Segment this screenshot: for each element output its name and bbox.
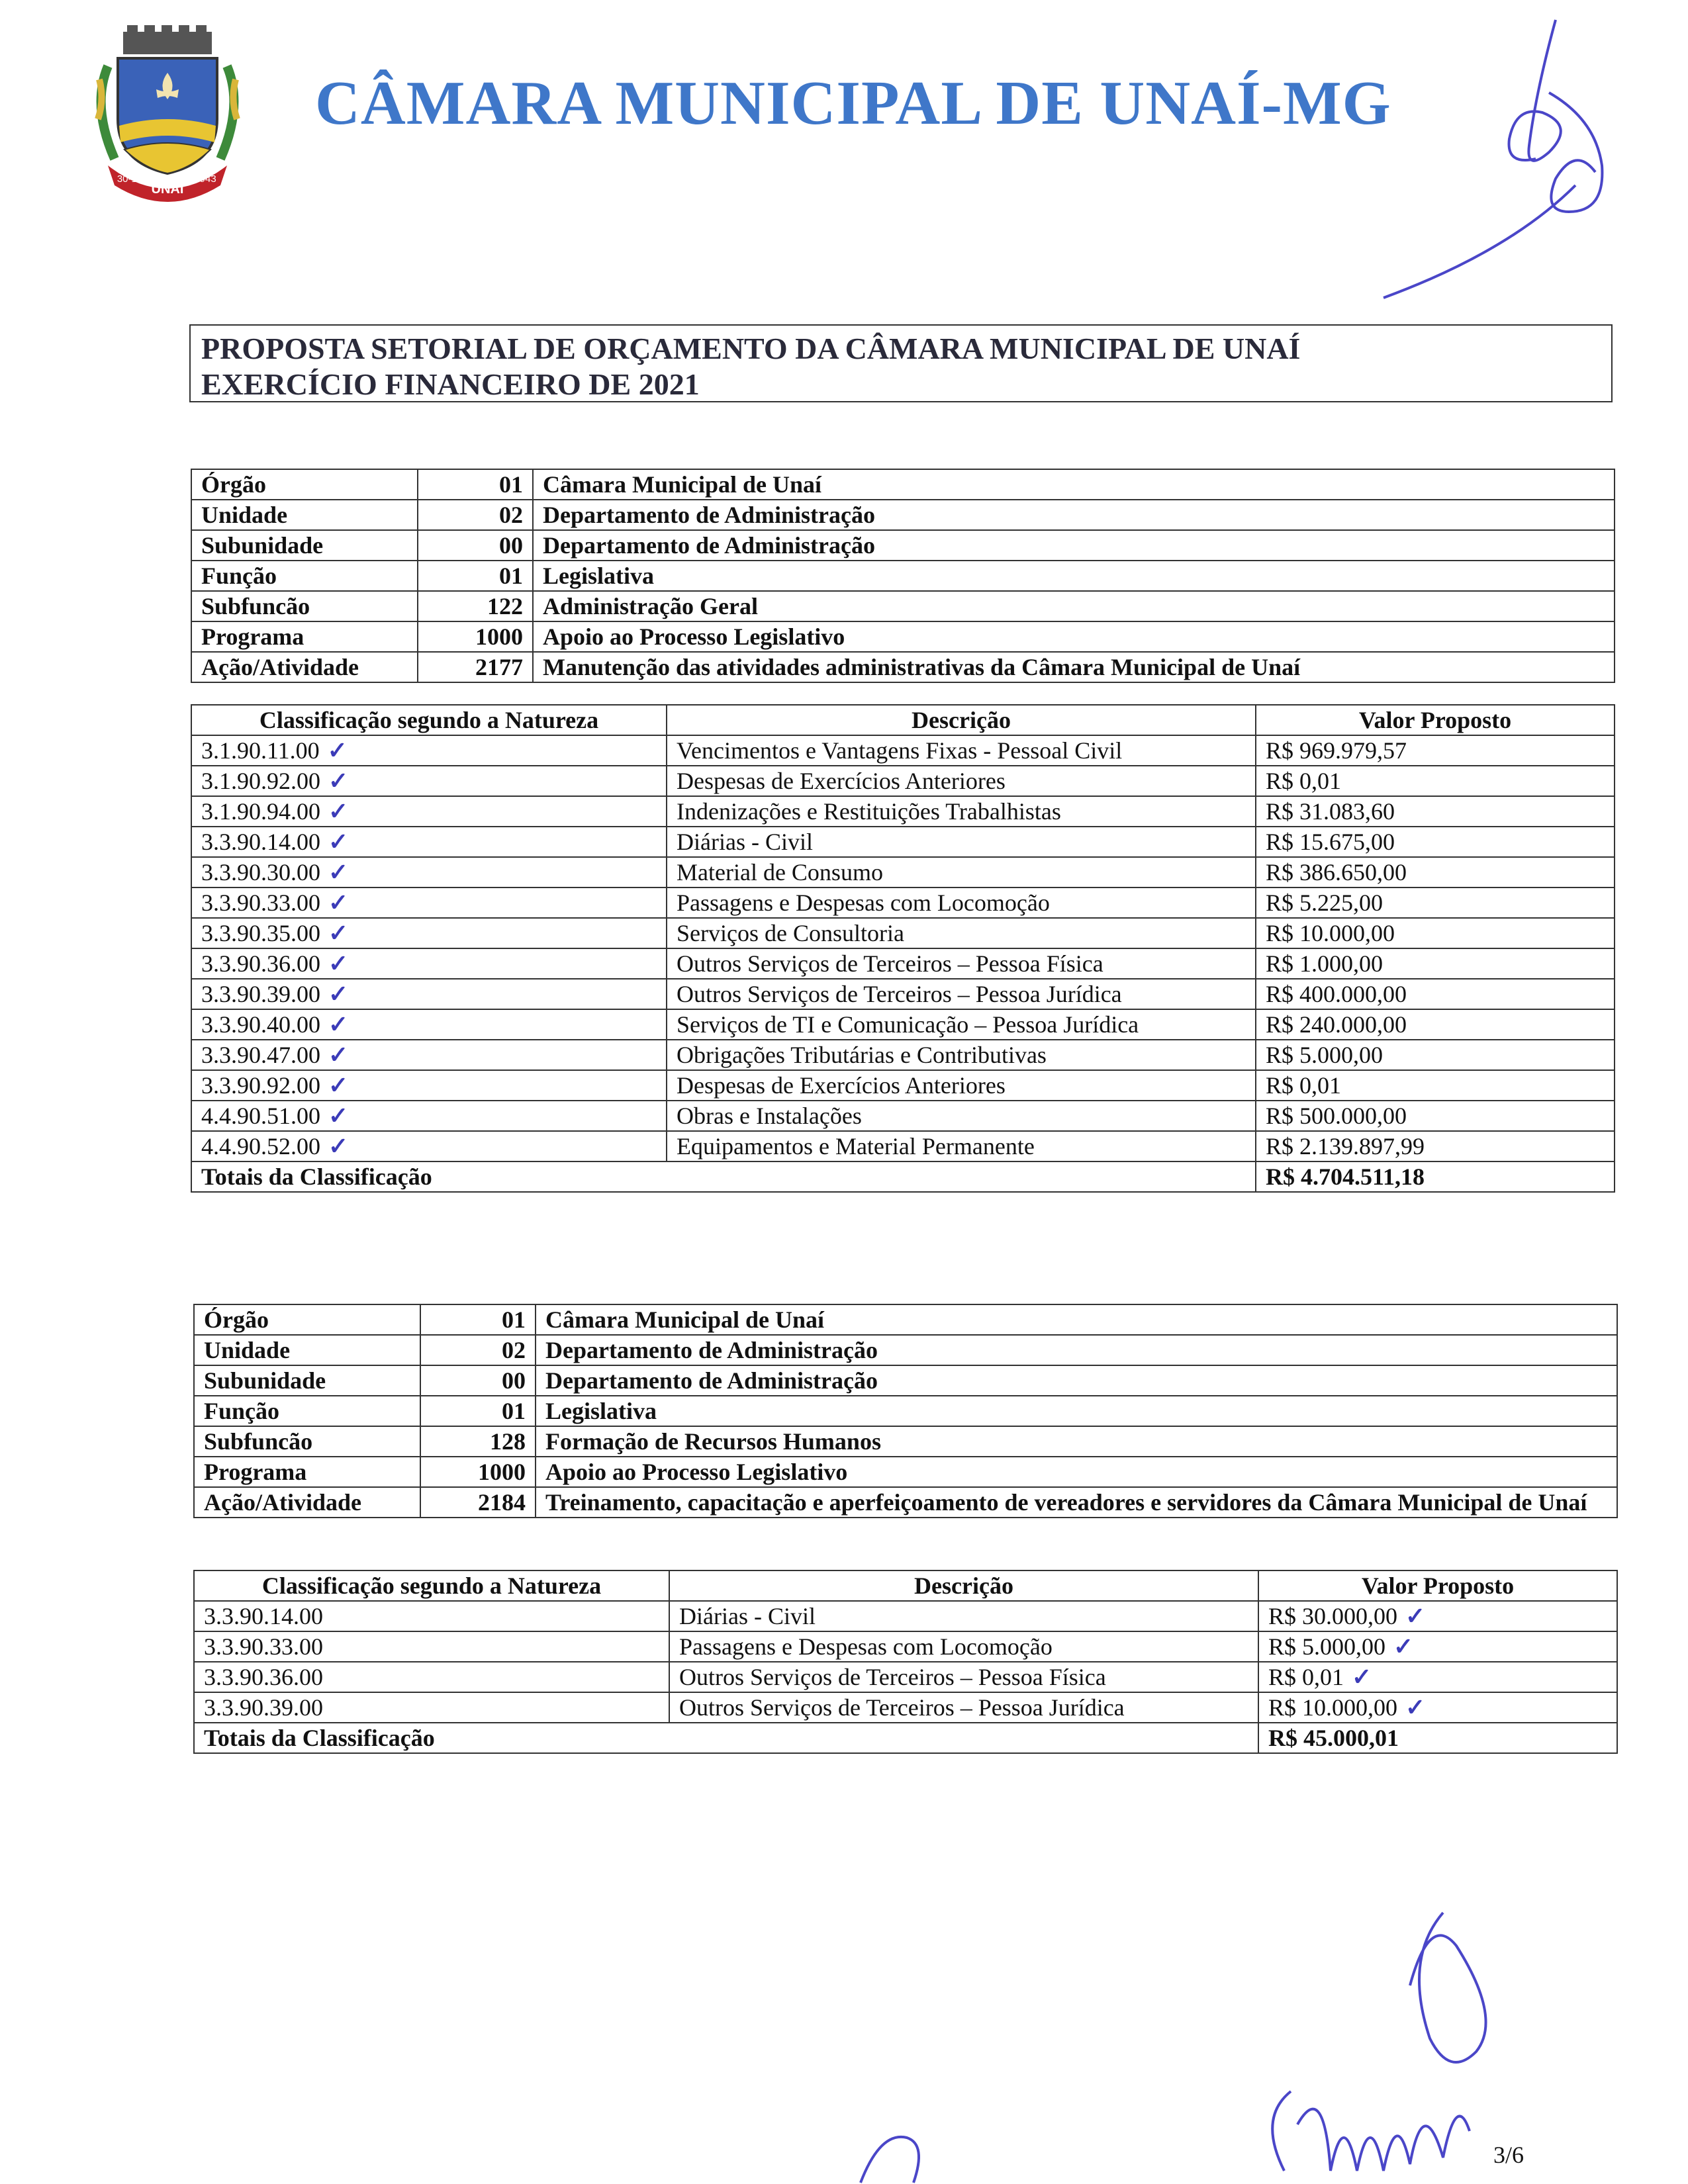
table-row: 4.4.90.51.00 ✓ Obras e Instalações R$ 500.000,00 — [191, 1101, 1615, 1131]
check-mark-icon: ✓ — [328, 1103, 349, 1129]
table-row: 3.3.90.47.00 ✓ Obrigações Tributárias e Contributivas R$ 5.000,00 — [191, 1040, 1615, 1070]
table-total-row: Totais da Classificação R$ 45.000,01 — [194, 1723, 1617, 1753]
signature-bottom-right — [1231, 1906, 1536, 2184]
check-mark-icon: ✓ — [328, 1011, 349, 1038]
check-mark-icon: ✓ — [328, 1072, 349, 1099]
check-mark-icon: ✓ — [327, 737, 348, 764]
signature-top-right — [1377, 13, 1615, 304]
table-row: 3.1.90.94.00 ✓ Indenizações e Restituições Trabalhistas R$ 31.083,60 — [191, 796, 1615, 827]
table-row: Subfuncão 122 Administração Geral — [191, 591, 1615, 621]
table-header: Classificação segundo a Natureza Descrição Valor Proposto — [194, 1570, 1617, 1601]
table1-items — [191, 704, 1615, 1193]
table-row: Programa 1000 Apoio ao Processo Legislativo — [194, 1457, 1617, 1487]
table-row: Ação/Atividade 2177 Manutenção das atividades administrativas da Câmara Municipal de Unaí — [191, 652, 1615, 682]
check-mark-icon: ✓ — [1405, 1694, 1426, 1721]
table-row: 3.3.90.30.00 ✓ Material de Consumo R$ 386.650,00 — [191, 857, 1615, 887]
check-mark-icon: ✓ — [1393, 1633, 1414, 1660]
check-mark-icon: ✓ — [328, 920, 349, 946]
document-title-line1: PROPOSTA SETORIAL DE ORÇAMENTO DA CÂMARA MUNICIPAL DE UNAÍ — [201, 332, 1301, 365]
table-row: Função 01 Legislativa — [191, 561, 1615, 591]
table-row: 3.3.90.40.00 ✓ Serviços de TI e Comunicação – Pessoa Jurídica R$ 240.000,00 — [191, 1009, 1615, 1040]
municipal-crest-logo — [78, 20, 257, 205]
table-row: Órgão 01 Câmara Municipal de Unaí — [191, 469, 1615, 500]
table-row: Unidade 02 Departamento de Administração — [194, 1335, 1617, 1365]
table2-meta — [193, 1304, 1618, 1518]
table-row: Subunidade 00 Departamento de Administração — [191, 530, 1615, 561]
table-row: 3.3.90.33.00 ✓ Passagens e Despesas com Locomoção R$ 5.225,00 — [191, 887, 1615, 918]
table-row: 3.1.90.11.00 ✓ Vencimentos e Vantagens Fixas - Pessoal Civil R$ 969.979,57 — [191, 735, 1615, 766]
table-row: Ação/Atividade 2184 Treinamento, capacitação e aperfeiçoamento de vereadores e servidores da Câmara Municipal de Unaí — [194, 1487, 1617, 1518]
table-row: 3.3.90.36.00 ✓ Outros Serviços de Terceiros – Pessoa Física R$ 1.000,00 — [191, 948, 1615, 979]
check-mark-icon: ✓ — [328, 981, 349, 1007]
check-mark-icon: ✓ — [328, 1133, 349, 1160]
table-row: Órgão 01 Câmara Municipal de Unaí — [194, 1304, 1617, 1335]
check-mark-icon: ✓ — [328, 859, 349, 886]
table-row: Subfuncão 128 Formação de Recursos Humanos — [194, 1426, 1617, 1457]
svg-text:1943: 1943 — [194, 173, 216, 185]
table-row: 3.1.90.92.00 ✓ Despesas de Exercícios Anteriores R$ 0,01 — [191, 766, 1615, 796]
table-row: 3.3.90.14.00 ✓ Diárias - Civil R$ 15.675,00 — [191, 827, 1615, 857]
table-row: 4.4.90.52.00 ✓ Equipamentos e Material Permanente R$ 2.139.897,99 — [191, 1131, 1615, 1161]
svg-text:30-12: 30-12 — [117, 173, 143, 185]
table-row: 3.3.90.35.00 ✓ Serviços de Consultoria R$ 10.000,00 — [191, 918, 1615, 948]
table1-meta — [191, 469, 1615, 683]
table-row: 3.3.90.14.00 Diárias - Civil R$ 30.000,00 ✓ — [194, 1601, 1617, 1631]
check-mark-icon: ✓ — [1352, 1664, 1372, 1690]
check-mark-icon: ✓ — [1405, 1603, 1426, 1629]
check-mark-icon: ✓ — [328, 798, 349, 825]
table-row: 3.3.90.39.00 Outros Serviços de Terceiros – Pessoa Jurídica R$ 10.000,00 ✓ — [194, 1692, 1617, 1723]
page-number: 3/6 — [1493, 2142, 1524, 2168]
table-header: Classificação segundo a Natureza Descrição Valor Proposto — [191, 705, 1615, 735]
check-mark-icon: ✓ — [328, 1042, 349, 1068]
page-heading: CÂMARA MUNICIPAL DE UNAÍ-MG — [315, 69, 1391, 138]
table-row: Subunidade 00 Departamento de Administração — [194, 1365, 1617, 1396]
table-row: 3.3.90.39.00 ✓ Outros Serviços de Terceiros – Pessoa Jurídica R$ 400.000,00 — [191, 979, 1615, 1009]
table-total-row: Totais da Classificação R$ 4.704.511,18 — [191, 1161, 1615, 1192]
table-row: 3.3.90.92.00 ✓ Despesas de Exercícios Anteriores R$ 0,01 — [191, 1070, 1615, 1101]
table-row: 3.3.90.36.00 Outros Serviços de Terceiros – Pessoa Física R$ 0,01 ✓ — [194, 1662, 1617, 1692]
table-row: 3.3.90.33.00 Passagens e Despesas com Locomoção R$ 5.000,00 ✓ — [194, 1631, 1617, 1662]
check-mark-icon: ✓ — [328, 768, 349, 794]
check-mark-icon: ✓ — [328, 950, 349, 977]
check-mark-icon: ✓ — [328, 829, 349, 855]
signature-bottom-left — [854, 2124, 933, 2184]
table-row: Unidade 02 Departamento de Administração — [191, 500, 1615, 530]
table-row: Programa 1000 Apoio ao Processo Legislativo — [191, 621, 1615, 652]
document-title-line2: EXERCÍCIO FINANCEIRO DE 2021 — [201, 367, 700, 401]
svg-text:UNAÍ: UNAÍ — [151, 182, 184, 197]
table2-items — [193, 1570, 1618, 1754]
check-mark-icon: ✓ — [328, 889, 349, 916]
table-row: Função 01 Legislativa — [194, 1396, 1617, 1426]
document-title-box — [189, 324, 1613, 402]
